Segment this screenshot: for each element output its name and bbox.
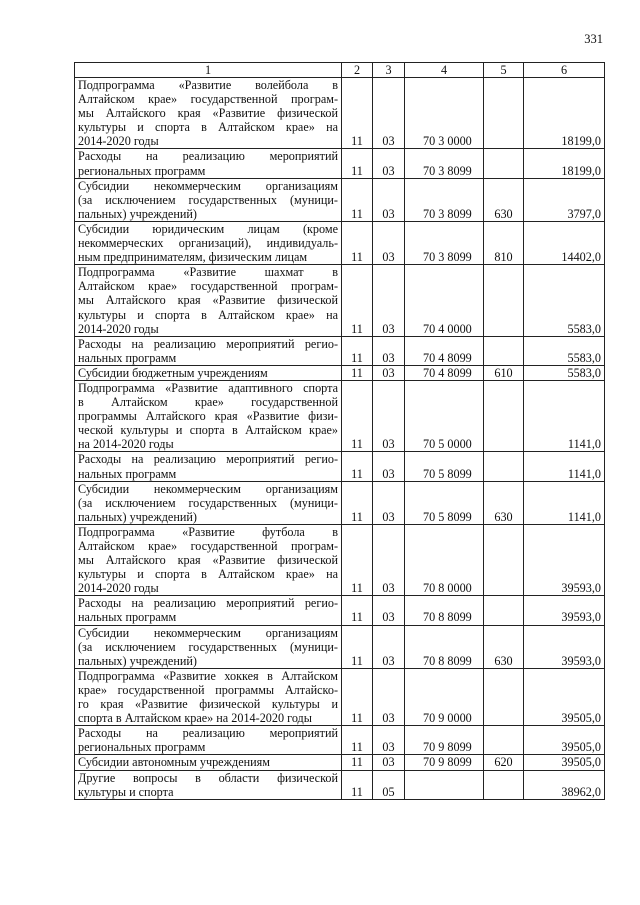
expense-name-line: (за исключением государственных (муници- bbox=[78, 192, 338, 207]
section-code-cell: 11 bbox=[342, 524, 373, 595]
target-item-code-cell: 70 8 8099 bbox=[405, 596, 484, 625]
expense-type-code-cell bbox=[484, 265, 524, 336]
expense-name-line: Субсидии бюджетным учреждениям bbox=[78, 365, 268, 380]
expense-name-cell bbox=[75, 625, 342, 668]
header-cell: 3 bbox=[373, 63, 405, 78]
expense-name-line: культуры и спорта в Алтайском крае» на bbox=[78, 307, 338, 322]
subsection-code-cell: 03 bbox=[373, 149, 405, 178]
target-item-code-cell: 70 4 8099 bbox=[405, 365, 484, 380]
amount-cell: 5583,0 bbox=[524, 265, 605, 336]
expense-name-line: Подпрограмма «Развитие футбола в bbox=[78, 524, 338, 539]
subsection-code-cell: 03 bbox=[373, 524, 405, 595]
expense-name-line: Субсидии некоммерческим организациям bbox=[78, 625, 338, 640]
table-row bbox=[75, 178, 605, 221]
expense-name-line: в Алтайском крае» государственной bbox=[78, 395, 338, 410]
expense-name-line: нальных программ bbox=[78, 610, 177, 625]
amount-cell: 3797,0 bbox=[524, 178, 605, 221]
section-code-cell: 11 bbox=[342, 452, 373, 481]
expense-name-cell bbox=[75, 481, 342, 524]
expense-type-code-cell: 810 bbox=[484, 221, 524, 264]
expense-name-line: культуры и спорта bbox=[78, 784, 174, 799]
table-row bbox=[75, 755, 605, 770]
target-item-code-cell: 70 5 8099 bbox=[405, 481, 484, 524]
page-number: 331 bbox=[584, 32, 603, 46]
expense-name-line: Субсидии некоммерческим организациям bbox=[78, 178, 338, 193]
expense-name-cell bbox=[75, 336, 342, 365]
table-row bbox=[75, 336, 605, 365]
expense-type-code-cell: 630 bbox=[484, 625, 524, 668]
section-code-cell: 11 bbox=[342, 481, 373, 524]
table-row bbox=[75, 770, 605, 799]
header-cell: 5 bbox=[484, 63, 524, 78]
amount-cell: 39505,0 bbox=[524, 668, 605, 725]
target-item-code-cell: 70 5 8099 bbox=[405, 452, 484, 481]
table-header-row bbox=[75, 63, 605, 78]
expense-name-line: пальных) учреждений) bbox=[78, 206, 197, 221]
expense-name-line: Расходы на реализацию мероприятий bbox=[78, 726, 338, 741]
target-item-code-cell: 70 9 8099 bbox=[405, 726, 484, 755]
expense-name-line: ным предпринимателям, физическим лицам bbox=[78, 250, 308, 265]
expense-name-line: Подпрограмма «Развитие волейбола в bbox=[78, 78, 338, 92]
expense-name-line: спорта в Алтайском крае» на 2014-2020 годы bbox=[78, 711, 312, 726]
amount-cell: 5583,0 bbox=[524, 365, 605, 380]
expense-name-cell bbox=[75, 755, 342, 770]
table-row bbox=[75, 596, 605, 625]
expense-type-code-cell bbox=[484, 726, 524, 755]
target-item-code-cell bbox=[405, 770, 484, 799]
expense-name-cell bbox=[75, 726, 342, 755]
expense-name-line: 2014-2020 годы bbox=[78, 581, 159, 596]
expense-name-line: (за исключением государственных (муници- bbox=[78, 495, 338, 510]
expense-name-line: Алтайском крае» государственной програм- bbox=[78, 279, 338, 294]
header-cell: 2 bbox=[342, 63, 373, 78]
expense-name-cell bbox=[75, 178, 342, 221]
expense-type-code-cell: 610 bbox=[484, 365, 524, 380]
section-code-cell: 11 bbox=[342, 380, 373, 451]
header-cell: 1 bbox=[75, 63, 342, 78]
expense-name-line: Подпрограмма «Развитие адаптивного спорта bbox=[78, 380, 338, 395]
expense-name-line: нальных программ bbox=[78, 350, 177, 365]
expense-name-line: Субсидии автономным учреждениям bbox=[78, 755, 270, 770]
expense-name-line: региональных программ bbox=[78, 740, 206, 755]
table-row bbox=[75, 365, 605, 380]
expense-name-line: мы Алтайского края «Развитие физической bbox=[78, 553, 338, 568]
amount-cell: 5583,0 bbox=[524, 336, 605, 365]
expense-name-cell bbox=[75, 668, 342, 725]
expense-name-line: программы Алтайского края «Развитие физи- bbox=[78, 409, 338, 424]
target-item-code-cell: 70 3 8099 bbox=[405, 221, 484, 264]
expense-type-code-cell bbox=[484, 596, 524, 625]
subsection-code-cell: 03 bbox=[373, 668, 405, 725]
expense-name-line: региональных программ bbox=[78, 163, 206, 178]
expense-name-line: Алтайском крае» государственной програм- bbox=[78, 539, 338, 553]
subsection-code-cell: 03 bbox=[373, 452, 405, 481]
expense-type-code-cell bbox=[484, 770, 524, 799]
table-row bbox=[75, 726, 605, 755]
section-code-cell: 11 bbox=[342, 596, 373, 625]
table-row bbox=[75, 380, 605, 451]
expense-name-line: культуры и спорта в Алтайском крае» на bbox=[78, 567, 338, 582]
subsection-code-cell: 05 bbox=[373, 770, 405, 799]
header-cell: 6 bbox=[524, 63, 605, 78]
subsection-code-cell: 03 bbox=[373, 380, 405, 451]
amount-cell: 39593,0 bbox=[524, 524, 605, 595]
expense-name-line: нальных программ bbox=[78, 466, 177, 481]
expense-name-line: пальных) учреждений) bbox=[78, 653, 197, 668]
subsection-code-cell: 03 bbox=[373, 221, 405, 264]
amount-cell: 14402,0 bbox=[524, 221, 605, 264]
subsection-code-cell: 03 bbox=[373, 78, 405, 149]
section-code-cell: 11 bbox=[342, 78, 373, 149]
expense-type-code-cell bbox=[484, 149, 524, 178]
section-code-cell: 11 bbox=[342, 755, 373, 770]
section-code-cell: 11 bbox=[342, 149, 373, 178]
section-code-cell: 11 bbox=[342, 265, 373, 336]
amount-cell: 18199,0 bbox=[524, 78, 605, 149]
target-item-code-cell: 70 4 0000 bbox=[405, 265, 484, 336]
expense-name-line: мы Алтайского края «Развитие физической bbox=[78, 106, 338, 121]
section-code-cell: 11 bbox=[342, 770, 373, 799]
subsection-code-cell: 03 bbox=[373, 596, 405, 625]
expense-name-cell bbox=[75, 524, 342, 595]
expense-type-code-cell bbox=[484, 524, 524, 595]
section-code-cell: 11 bbox=[342, 178, 373, 221]
expense-name-line: 2014-2020 годы bbox=[78, 321, 159, 336]
target-item-code-cell: 70 8 8099 bbox=[405, 625, 484, 668]
target-item-code-cell: 70 3 8099 bbox=[405, 178, 484, 221]
expense-name-cell bbox=[75, 770, 342, 799]
section-code-cell: 11 bbox=[342, 221, 373, 264]
expense-name-line: Расходы на реализацию мероприятий регио- bbox=[78, 336, 338, 351]
expense-name-cell bbox=[75, 380, 342, 451]
table-row bbox=[75, 452, 605, 481]
expense-name-line: Подпрограмма «Развитие хоккея в Алтайском bbox=[78, 668, 338, 683]
expense-name-line: (за исключением государственных (муници- bbox=[78, 639, 338, 654]
subsection-code-cell: 03 bbox=[373, 365, 405, 380]
table-row bbox=[75, 524, 605, 595]
amount-cell: 1141,0 bbox=[524, 452, 605, 481]
subsection-code-cell: 03 bbox=[373, 481, 405, 524]
target-item-code-cell: 70 9 8099 bbox=[405, 755, 484, 770]
table-row bbox=[75, 625, 605, 668]
amount-cell: 38962,0 bbox=[524, 770, 605, 799]
amount-cell: 18199,0 bbox=[524, 149, 605, 178]
amount-cell: 1141,0 bbox=[524, 380, 605, 451]
expense-name-line: некоммерческих организаций), индивидуаль- bbox=[78, 236, 338, 251]
expense-name-line: Субсидии юридическим лицам (кроме bbox=[78, 221, 338, 236]
expense-name-line: 2014-2020 годы bbox=[78, 134, 159, 149]
expense-type-code-cell: 620 bbox=[484, 755, 524, 770]
expense-name-line: Расходы на реализацию мероприятий регио- bbox=[78, 452, 338, 467]
expense-name-line: Субсидии некоммерческим организациям bbox=[78, 481, 338, 496]
amount-cell: 39593,0 bbox=[524, 625, 605, 668]
target-item-code-cell: 70 9 0000 bbox=[405, 668, 484, 725]
target-item-code-cell: 70 5 0000 bbox=[405, 380, 484, 451]
section-code-cell: 11 bbox=[342, 726, 373, 755]
amount-cell: 39505,0 bbox=[524, 726, 605, 755]
target-item-code-cell: 70 3 8099 bbox=[405, 149, 484, 178]
expense-name-cell bbox=[75, 78, 342, 149]
subsection-code-cell: 03 bbox=[373, 178, 405, 221]
expense-name-line: ческой культуры и спорта в Алтайском крае» bbox=[78, 423, 338, 438]
target-item-code-cell: 70 3 0000 bbox=[405, 78, 484, 149]
section-code-cell: 11 bbox=[342, 668, 373, 725]
expense-type-code-cell bbox=[484, 380, 524, 451]
expense-name-line: культуры и спорта в Алтайском крае» на bbox=[78, 120, 338, 135]
subsection-code-cell: 03 bbox=[373, 755, 405, 770]
subsection-code-cell: 03 bbox=[373, 625, 405, 668]
expense-name-line: го края «Развитие физической культуры и bbox=[78, 697, 338, 712]
expense-name-line: мы Алтайского края «Развитие физической bbox=[78, 293, 338, 308]
section-code-cell: 11 bbox=[342, 365, 373, 380]
expense-name-line: Алтайском крае» государственной програм- bbox=[78, 92, 338, 107]
expense-name-line: пальных) учреждений) bbox=[78, 509, 197, 524]
table-row bbox=[75, 149, 605, 178]
expense-name-cell bbox=[75, 221, 342, 264]
expense-name-cell bbox=[75, 365, 342, 380]
expense-name-cell bbox=[75, 149, 342, 178]
expense-name-line: крае» государственной программы Алтайско- bbox=[78, 682, 338, 697]
amount-cell: 39593,0 bbox=[524, 596, 605, 625]
expense-type-code-cell bbox=[484, 78, 524, 149]
target-item-code-cell: 70 8 0000 bbox=[405, 524, 484, 595]
expense-name-cell bbox=[75, 596, 342, 625]
table-row bbox=[75, 265, 605, 336]
table-row bbox=[75, 78, 605, 149]
table-row bbox=[75, 668, 605, 725]
subsection-code-cell: 03 bbox=[373, 265, 405, 336]
expense-type-code-cell bbox=[484, 336, 524, 365]
budget-table bbox=[74, 62, 605, 800]
expense-name-line: Расходы на реализацию мероприятий bbox=[78, 149, 338, 164]
expense-name-line: Подпрограмма «Развитие шахмат в bbox=[78, 265, 338, 280]
expense-name-cell bbox=[75, 265, 342, 336]
expense-type-code-cell bbox=[484, 452, 524, 481]
table-row bbox=[75, 481, 605, 524]
expense-name-line: на 2014-2020 годы bbox=[78, 437, 174, 452]
expense-type-code-cell: 630 bbox=[484, 178, 524, 221]
expense-name-line: Другие вопросы в области физической bbox=[78, 770, 338, 785]
header-cell: 4 bbox=[405, 63, 484, 78]
table-row bbox=[75, 221, 605, 264]
subsection-code-cell: 03 bbox=[373, 726, 405, 755]
expense-name-cell bbox=[75, 452, 342, 481]
subsection-code-cell: 03 bbox=[373, 336, 405, 365]
amount-cell: 39505,0 bbox=[524, 755, 605, 770]
expense-type-code-cell bbox=[484, 668, 524, 725]
section-code-cell: 11 bbox=[342, 625, 373, 668]
target-item-code-cell: 70 4 8099 bbox=[405, 336, 484, 365]
expense-name-line: Расходы на реализацию мероприятий регио- bbox=[78, 596, 338, 611]
amount-cell: 1141,0 bbox=[524, 481, 605, 524]
expense-type-code-cell: 630 bbox=[484, 481, 524, 524]
section-code-cell: 11 bbox=[342, 336, 373, 365]
